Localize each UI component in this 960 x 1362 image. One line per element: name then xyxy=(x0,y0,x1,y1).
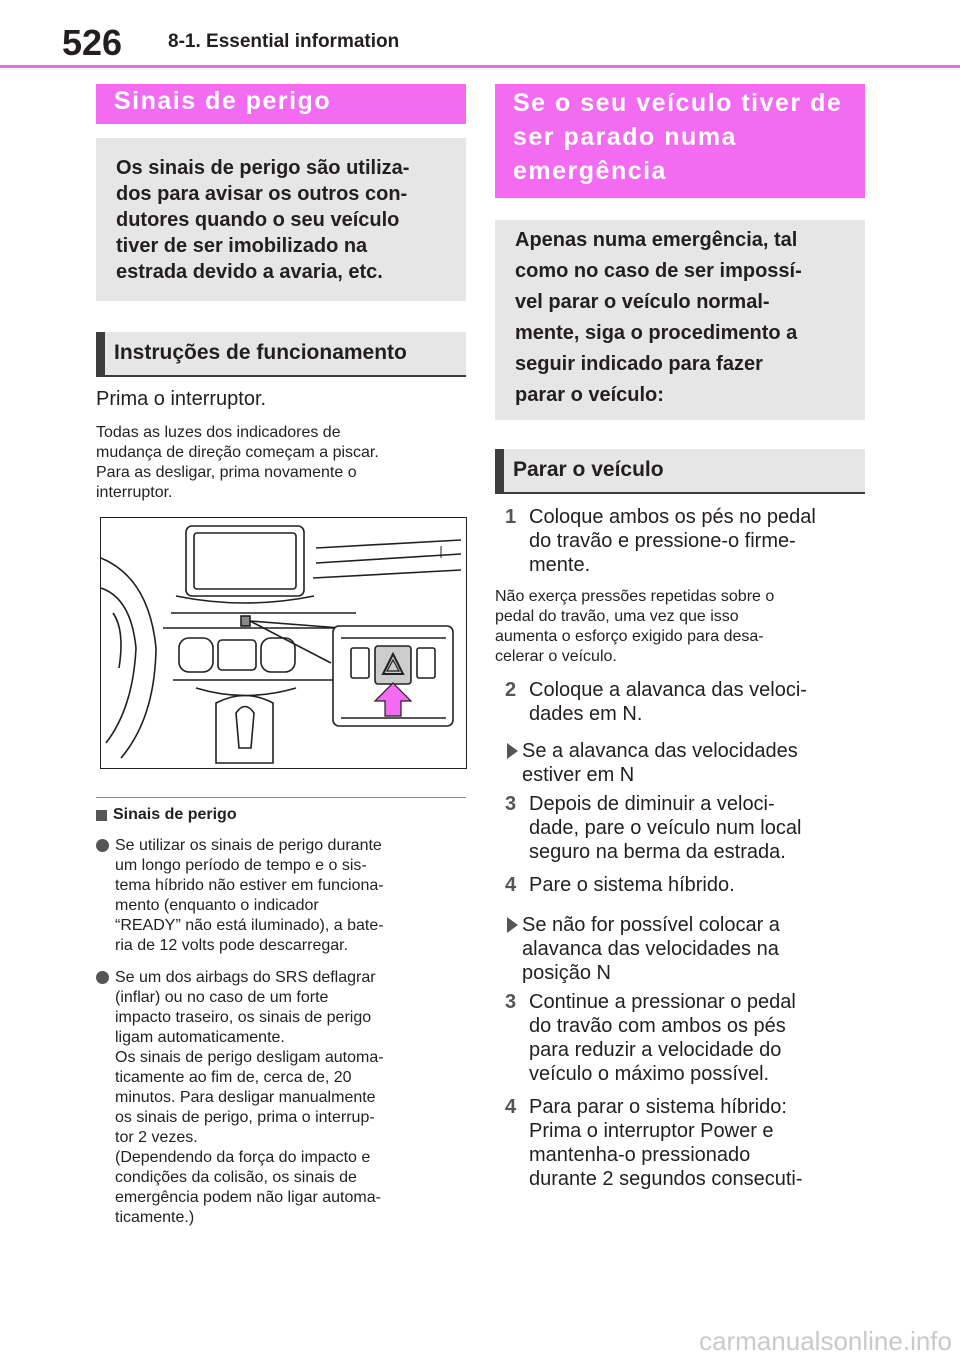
step-1 xyxy=(495,505,865,577)
bullet-line: (Dependendo da força do impacto e xyxy=(115,1149,371,1166)
step-2 xyxy=(495,678,865,726)
stop-vehicle-heading: Parar o veículo xyxy=(495,449,865,494)
bullet-line: tema híbrido não estiver em funciona- xyxy=(115,877,384,894)
bullet-line: Se utilizar os sinais de perigo durante xyxy=(115,837,382,854)
bullet-line: emergência podem não ligar automa- xyxy=(115,1189,381,1206)
note-line: mudança de direção começam a piscar. xyxy=(96,444,379,461)
step-3a xyxy=(495,792,865,864)
hazard-heading: Sinais de perigo xyxy=(96,84,466,124)
condition-line: Se não for possível colocar a xyxy=(522,914,780,936)
step-line: Prima o interruptor Power e xyxy=(529,1120,774,1142)
step-4a xyxy=(495,873,865,897)
intro-line: Apenas numa emergência, tal xyxy=(515,229,798,251)
step-line: Coloque ambos os pés no pedal xyxy=(529,506,816,528)
step-line: seguro na berma da estrada. xyxy=(529,841,786,863)
bullet-line: “READY” não está iluminado), a bate- xyxy=(115,917,384,934)
heading-line: ser parado numa xyxy=(513,123,737,151)
step-line: dades em N. xyxy=(529,703,643,725)
step-line: para reduzir a velocidade do xyxy=(529,1039,782,1061)
square-bullet-icon xyxy=(96,810,107,821)
step-line: do travão com ambos os pés xyxy=(529,1015,786,1037)
intro-line: dutores quando o seu veículo xyxy=(116,209,400,231)
dashboard-illustration xyxy=(100,517,467,769)
note-line: Para as desligar, prima novamente o xyxy=(96,464,357,481)
step-1-note xyxy=(495,587,865,667)
heading-line: Se o seu veículo tiver de xyxy=(513,89,843,117)
left-column xyxy=(96,84,466,1228)
info-bullet xyxy=(96,836,466,956)
info-heading-text: Sinais de perigo xyxy=(113,806,237,823)
note-line: aumenta o esforço exigido para desa- xyxy=(495,628,764,645)
step-number: 3 xyxy=(505,793,517,815)
bullet-line: condições da colisão, os sinais de xyxy=(115,1169,357,1186)
step-line: Coloque a alavanca das veloci- xyxy=(529,679,807,701)
bullet-line: mento (enquanto o indicador xyxy=(115,897,319,914)
bullet-line: ticamente ao fim de, cerca de, 20 xyxy=(115,1069,352,1086)
step-line: Depois de diminuir a veloci- xyxy=(529,793,775,815)
intro-line: tiver de ser imobilizado na xyxy=(116,235,368,257)
note-line: Todas as luzes dos indicadores de xyxy=(96,424,341,441)
step-number: 3 xyxy=(505,991,517,1013)
step-line: Para parar o sistema híbrido: xyxy=(529,1096,787,1118)
bullet-line: tor 2 vezes. xyxy=(115,1129,198,1146)
note-line: Não exerça pressões repetidas sobre o xyxy=(495,588,775,605)
step-4b xyxy=(495,1095,865,1191)
bullet-line: ria de 12 volts pode descarregar. xyxy=(115,937,349,954)
note-line: celerar o veículo. xyxy=(495,648,617,665)
bullet-line: os sinais de perigo, prima o interrup- xyxy=(115,1109,375,1126)
triangle-bullet-icon xyxy=(507,743,518,759)
bullet-line: minutos. Para desligar manualmente xyxy=(115,1089,376,1106)
step-line: mantenha-o pressionado xyxy=(529,1144,751,1166)
step-line: Continue a pressionar o pedal xyxy=(529,991,796,1013)
info-heading xyxy=(96,806,466,824)
action-text: Prima o interruptor. xyxy=(96,388,267,410)
intro-line: como no caso de ser impossí- xyxy=(515,260,802,282)
action-note xyxy=(96,423,466,503)
header-rule xyxy=(0,65,960,68)
intro-line: estrada devido a avaria, etc. xyxy=(116,261,383,283)
condition-line: alavanca das velocidades na xyxy=(522,938,779,960)
step-line: do travão e pressione-o firme- xyxy=(529,530,796,552)
condition-neutral xyxy=(495,739,865,787)
triangle-bullet-icon xyxy=(507,917,518,933)
bullet-line: Se um dos airbags do SRS deflagrar xyxy=(115,969,376,986)
step-3b xyxy=(495,990,865,1086)
step-number: 4 xyxy=(505,874,517,896)
intro-line: dos para avisar os outros con- xyxy=(116,183,408,205)
info-bullet xyxy=(96,968,466,1228)
heading-line: emergência xyxy=(513,157,667,185)
step-line: veículo o máximo possível. xyxy=(529,1063,770,1085)
intro-line: parar o veículo: xyxy=(515,384,664,406)
page-number: 526 xyxy=(62,22,123,63)
intro-line: mente, siga o procedimento a xyxy=(515,322,798,344)
note-line: interruptor. xyxy=(96,484,173,501)
bullet-line: ticamente.) xyxy=(115,1209,195,1226)
bullet-line: um longo período de tempo e o sis- xyxy=(115,857,367,874)
note-line: pedal do travão, uma vez que isso xyxy=(495,608,739,625)
condition-not-neutral xyxy=(495,913,865,985)
intro-line: seguir indicado para fazer xyxy=(515,353,763,375)
watermark: carmanualsonline.info xyxy=(699,1326,952,1356)
bullet-line: impacto traseiro, os sinais de perigo xyxy=(115,1009,372,1026)
condition-line: posição N xyxy=(522,962,611,984)
step-line: durante 2 segundos consecuti- xyxy=(529,1168,803,1190)
step-line: Pare o sistema híbrido. xyxy=(529,874,735,896)
step-number: 2 xyxy=(505,679,517,701)
bullet-line: ligam automaticamente. xyxy=(115,1029,285,1046)
circle-bullet-icon xyxy=(96,839,109,852)
step-number: 4 xyxy=(505,1096,517,1118)
intro-line: vel parar o veículo normal- xyxy=(515,291,770,313)
step-number: 1 xyxy=(505,506,517,528)
instructions-heading: Instruções de funcionamento xyxy=(96,332,466,377)
condition-line: estiver em N xyxy=(522,764,635,786)
section-title: 8-1. Essential information xyxy=(168,31,400,52)
bullet-line: Os sinais de perigo desligam automa- xyxy=(115,1049,384,1066)
intro-line: Os sinais de perigo são utiliza- xyxy=(116,157,410,179)
hazard-intro xyxy=(96,138,466,301)
bullet-line: (inflar) ou no caso de um forte xyxy=(115,989,329,1006)
right-column xyxy=(495,84,865,1191)
emergency-heading xyxy=(495,84,865,198)
condition-line: Se a alavanca das velocidades xyxy=(522,740,798,762)
step-line: mente. xyxy=(529,554,591,576)
emergency-intro xyxy=(495,220,865,420)
dashboard-drawing xyxy=(101,518,466,768)
step-line: dade, pare o veículo num local xyxy=(529,817,802,839)
circle-bullet-icon xyxy=(96,971,109,984)
